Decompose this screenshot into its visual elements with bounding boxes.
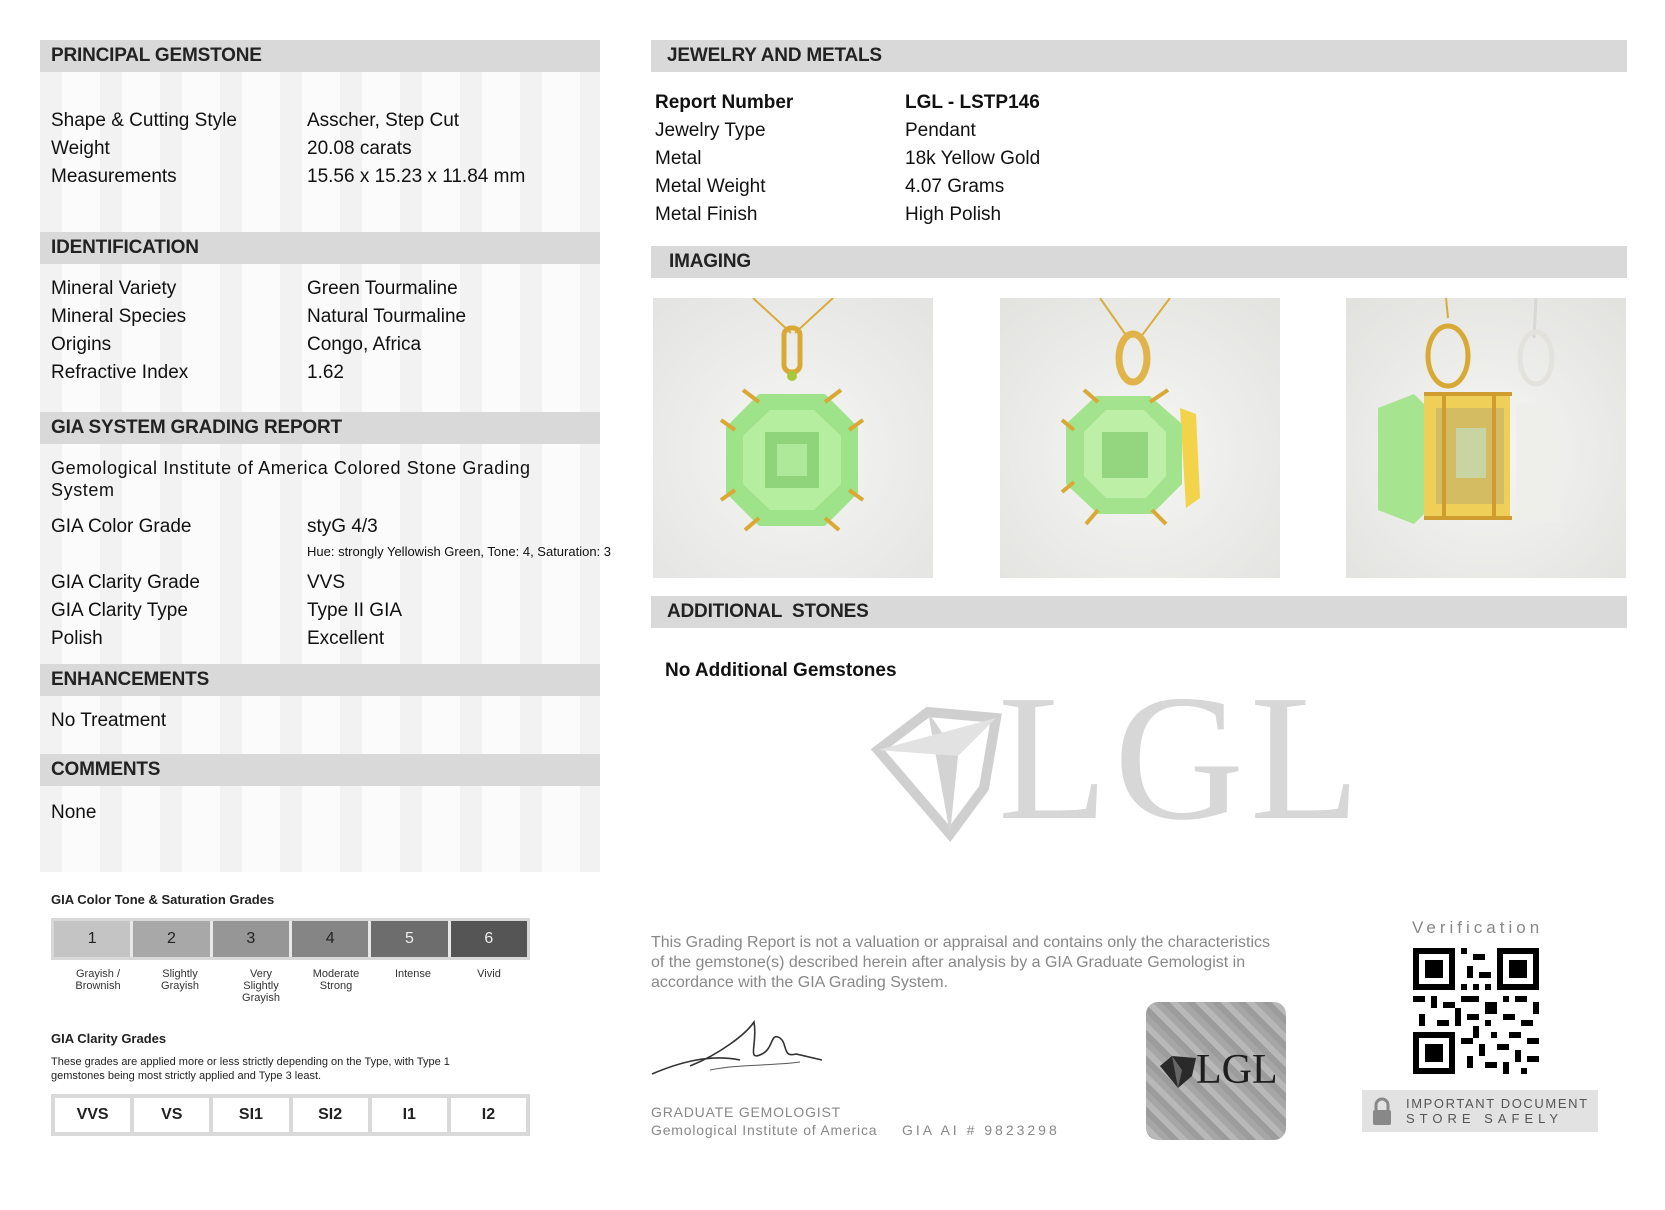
refractive-index-label: Refractive Index bbox=[51, 362, 189, 383]
gia-clarity-grade-value: VVS bbox=[307, 572, 346, 593]
tone-grade-1: 1 bbox=[54, 921, 133, 957]
weight-label: Weight bbox=[51, 138, 110, 159]
mineral-species-value: Natural Tourmaline bbox=[307, 306, 467, 327]
clarity-grade-vvs: VVS bbox=[55, 1098, 130, 1132]
metal-weight-value: 4.07 Grams bbox=[905, 176, 1005, 197]
pendant-photo-angled bbox=[1000, 298, 1280, 578]
clarity-grade-si2: SI2 bbox=[293, 1098, 368, 1132]
mineral-variety-value: Green Tourmaline bbox=[307, 278, 458, 299]
enhancements-header: ENHANCEMENTS bbox=[40, 664, 600, 696]
gia-grading-header: GIA SYSTEM GRADING REPORT bbox=[40, 412, 600, 444]
disclaimer-line2: of the gemstone(s) described herein after analysis by a GIA Graduate Gemologist in bbox=[651, 954, 1246, 971]
jewelry-type-label: Jewelry Type bbox=[655, 120, 766, 141]
metal-value: 18k Yellow Gold bbox=[905, 148, 1041, 169]
gia-color-grade-label: GIA Color Grade bbox=[51, 516, 192, 537]
measurements-value: 15.56 x 15.23 x 11.84 mm bbox=[307, 166, 526, 187]
origins-value: Congo, Africa bbox=[307, 334, 422, 355]
tone-caption-4: Moderate Strong bbox=[312, 968, 360, 992]
refractive-index-value: 1.62 bbox=[307, 362, 344, 383]
gia-clarity-type-label: GIA Clarity Type bbox=[51, 600, 188, 621]
additional-stones-value: No Additional Gemstones bbox=[665, 660, 897, 681]
tone-grade-6: 6 bbox=[451, 921, 527, 957]
imaging-header: IMAGING bbox=[651, 246, 1627, 278]
metal-label: Metal bbox=[655, 148, 702, 169]
clarity-grades-title: GIA Clarity Grades bbox=[51, 1031, 167, 1046]
report-number-label: Report Number bbox=[655, 92, 794, 113]
tone-grade-3: 3 bbox=[213, 921, 292, 957]
lgl-watermark-logo: LGL bbox=[868, 690, 1338, 850]
origins-label: Origins bbox=[51, 334, 112, 355]
principal-gemstone-header: PRINCIPAL GEMSTONE bbox=[40, 40, 600, 72]
mineral-variety-label: Mineral Variety bbox=[51, 278, 177, 299]
metal-finish-label: Metal Finish bbox=[655, 204, 758, 225]
diamond-logo-icon bbox=[868, 696, 1008, 846]
tone-caption-5: Intense bbox=[394, 968, 432, 980]
jewelry-metals-header: JEWELRY AND METALS bbox=[651, 40, 1627, 72]
gia-color-grade-value: styG 4/3 bbox=[307, 516, 378, 537]
clarity-note-line2: gemstones being most strictly applied and Type 3 least. bbox=[51, 1070, 322, 1082]
graduate-gemologist-title: GRADUATE GEMOLOGIST bbox=[651, 1104, 841, 1120]
measurements-label: Measurements bbox=[51, 166, 177, 187]
tone-scale-title: GIA Color Tone & Saturation Grades bbox=[51, 892, 275, 907]
tone-caption-6: Vivid bbox=[477, 968, 501, 980]
disclaimer-line3: accordance with the GIA Grading System. bbox=[651, 974, 949, 991]
additional-stones-header: ADDITIONAL STONES bbox=[651, 596, 1627, 628]
pendant-photo-front bbox=[653, 298, 933, 578]
tone-caption-3: Very Slightly Grayish bbox=[242, 968, 280, 1004]
gemologist-signature bbox=[650, 1014, 830, 1084]
tone-caption-2: Slightly Grayish bbox=[161, 968, 199, 992]
clarity-grade-si1: SI1 bbox=[213, 1098, 288, 1132]
clarity-grade-i1: I1 bbox=[372, 1098, 447, 1132]
report-number-value: LGL - LSTP146 bbox=[905, 92, 1040, 113]
gia-clarity-grade-label: GIA Clarity Grade bbox=[51, 572, 200, 593]
clarity-note-line1: These grades are applied more or less strictly depending on the Type, with Type 1 bbox=[51, 1056, 450, 1068]
shape-value: Asscher, Step Cut bbox=[307, 110, 460, 131]
pendant-photo-side bbox=[1346, 298, 1626, 578]
metal-weight-label: Metal Weight bbox=[655, 176, 766, 197]
gemologist-id: GIA AI # 9823298 bbox=[902, 1122, 1060, 1138]
gia-intro-line2: System bbox=[51, 480, 115, 500]
enhancements-value: No Treatment bbox=[51, 710, 167, 731]
hologram-diamond-icon bbox=[1158, 1054, 1198, 1090]
gia-intro-line1: Gemological Institute of America Colored Stone Grading bbox=[51, 458, 531, 478]
polish-label: Polish bbox=[51, 628, 103, 649]
clarity-grade-vs: VS bbox=[134, 1098, 209, 1132]
shape-label: Shape & Cutting Style bbox=[51, 110, 237, 131]
verification-qr-code[interactable] bbox=[1413, 948, 1539, 1074]
clarity-grades-bar bbox=[51, 1094, 530, 1136]
metal-finish-value: High Polish bbox=[905, 204, 1002, 225]
mineral-species-label: Mineral Species bbox=[51, 306, 187, 327]
tone-grade-2: 2 bbox=[133, 921, 212, 957]
clarity-grade-i2: I2 bbox=[451, 1098, 526, 1132]
comments-header: COMMENTS bbox=[40, 754, 600, 786]
tone-caption-1: Grayish / Brownish bbox=[75, 968, 121, 992]
tone-grade-4: 4 bbox=[292, 921, 371, 957]
important-document-badge: IMPORTANT DOCUMENT STORE SAFELY bbox=[1362, 1090, 1598, 1132]
tone-grade-5: 5 bbox=[371, 921, 450, 957]
gia-clarity-type-value: Type II GIA bbox=[307, 600, 403, 621]
lock-icon bbox=[1371, 1097, 1393, 1127]
jewelry-type-value: Pendant bbox=[905, 120, 976, 141]
hologram-seal: LGL bbox=[1146, 1002, 1286, 1140]
identification-header: IDENTIFICATION bbox=[40, 232, 600, 264]
tone-scale-bar bbox=[51, 918, 530, 960]
disclaimer-line1: This Grading Report is not a valuation or appraisal and contains only the characteristics bbox=[651, 934, 1270, 951]
verification-title: Verification bbox=[1412, 918, 1544, 937]
comments-value: None bbox=[51, 802, 97, 823]
polish-value: Excellent bbox=[307, 628, 385, 649]
gia-color-grade-note: Hue: strongly Yellowish Green, Tone: 4, Saturation: 3 bbox=[307, 544, 612, 559]
weight-value: 20.08 carats bbox=[307, 138, 412, 159]
gemologist-organization: Gemological Institute of America bbox=[651, 1122, 878, 1138]
